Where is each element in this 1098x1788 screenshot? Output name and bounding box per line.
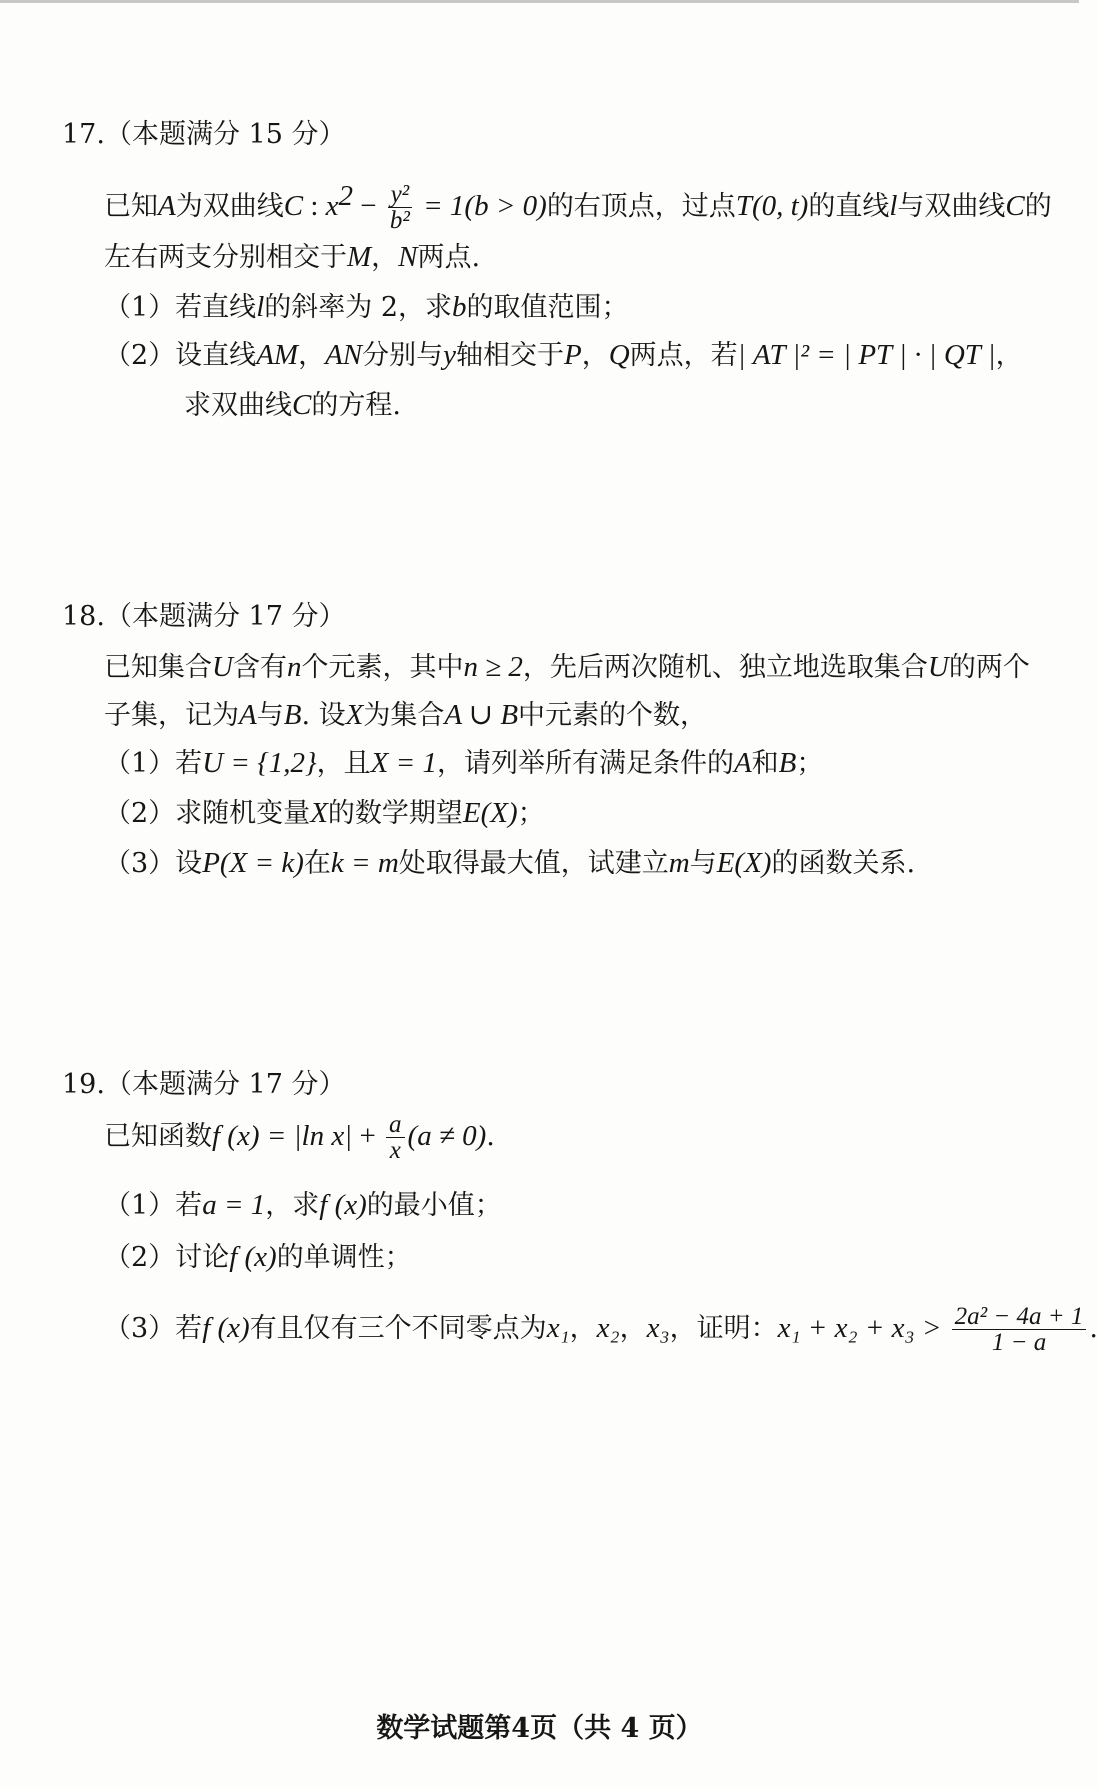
scan-top-edge — [0, 0, 1079, 3]
q18-stem-line2: 子集，记为A与B. 设X为集合A ∪ B中元素的个数， — [104, 699, 708, 731]
q17-stem-line2: 左右两支分别相交于M，N两点. — [104, 241, 481, 273]
q19-part3-fraction: $\frac{\text{2a² − 4a + 1}}{1 - a}$ — [952, 1304, 1087, 1355]
q18-stem-line1: 已知集合U含有n个元素，其中n ≥ 2，先后两次随机、独立地选取集合U的两个 — [104, 651, 1030, 683]
q18-part1: （1）若U = {1,2}，且X = 1，请列举所有满足条件的A和B； — [104, 747, 824, 779]
q19-stem: 已知函数f (x) = |ln x| + $\frac{a}{x}$ (a ≠ 0). — [104, 1111, 495, 1164]
q19-header: 19.（本题满分 17 分） — [62, 1069, 346, 1100]
q17-part2-line2: 求双曲线C的方程. — [184, 389, 401, 421]
q18-part3: （3）设P(X = k)在k = m处取得最大值，试建立m与E(X)的函数关系. — [104, 847, 916, 879]
q18-part2: （2）求随机变量X的数学期望E(X)； — [104, 797, 545, 829]
q19-part2: （2）讨论f (x)的单调性； — [104, 1241, 412, 1273]
q17-stem-line1: 已知A为双曲线C : $x^2$ − $\frac{\text{y²}}{\text{b²}}$ = 1(b > 0)的右顶点，过点T(0, t)的直线l与双曲线C的 — [104, 180, 1052, 234]
q19-part3: （3）若f (x)有且仅有三个不同零点为x₁，x₂，x₃，证明：x₁ + x₂ + x₃ > $\frac{\text{2a² − 4a + 1}}{1 - a}$ . — [104, 1303, 1098, 1356]
q17-fraction: $\frac{\text{y²}}{\text{b²}}$ — [387, 182, 413, 233]
q19-part1: （1）若a = 1，求f (x)的最小值； — [104, 1189, 502, 1221]
q18-header: 18.（本题满分 17 分） — [62, 601, 346, 632]
q17-header: 17.（本题满分 15 分） — [62, 119, 346, 150]
page-footer: 数学试题第4页（共 4 页） — [376, 1713, 703, 1744]
q19-fraction: $\frac{a}{x}$ — [386, 1112, 405, 1163]
q17-part2: （2）设直线AM，AN分别与y轴相交于P，Q两点，若| AT |² = | PT | · | QT |， — [104, 339, 1023, 371]
q17-part1: （1）若直线l的斜率为 2，求b的取值范围； — [104, 291, 629, 323]
